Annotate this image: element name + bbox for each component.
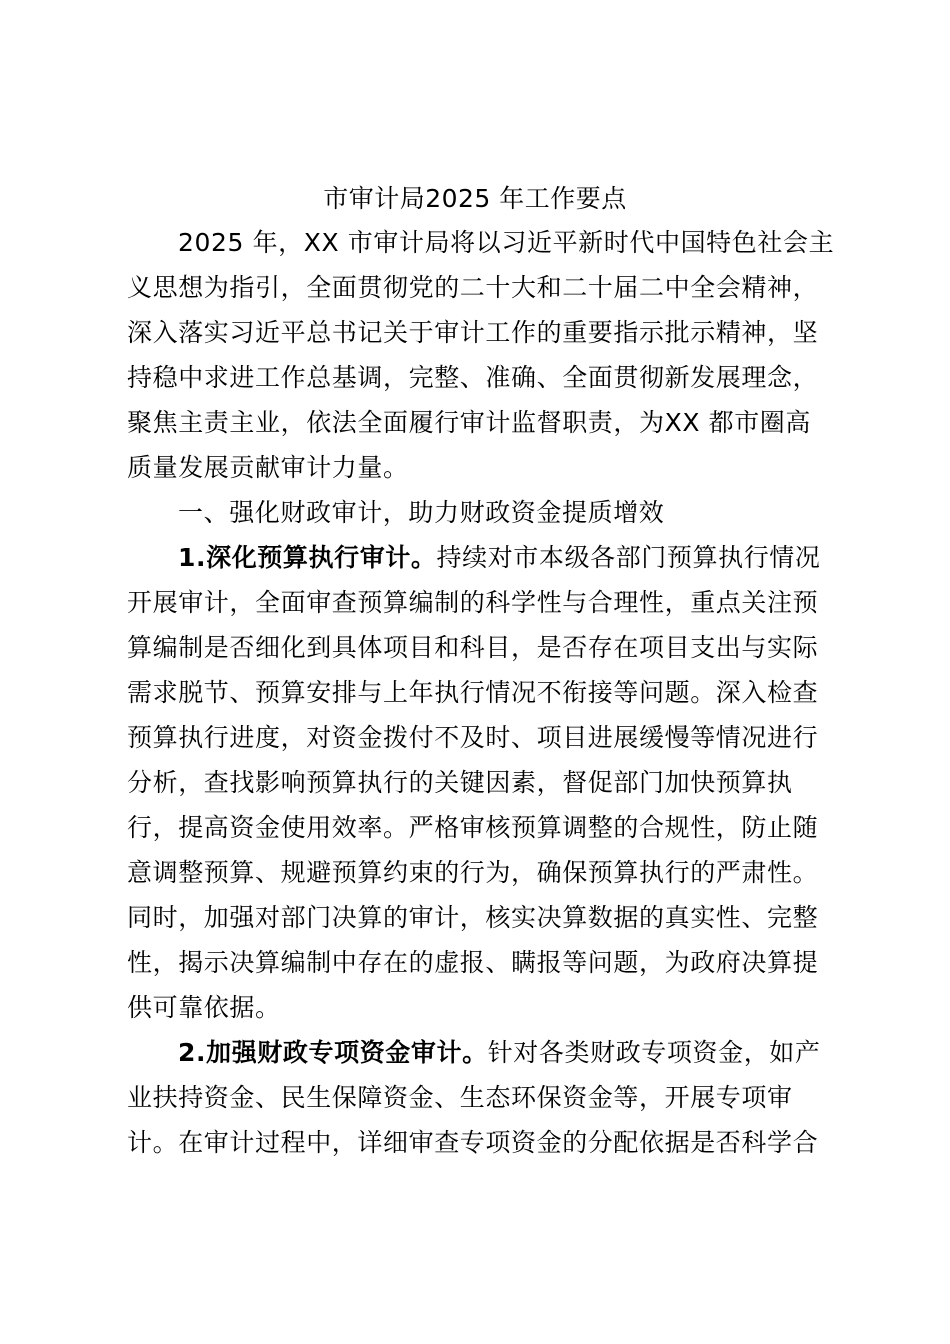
item1-line: 供可靠依据。: [127, 993, 281, 1022]
item2-line: 计。在审计过程中，详细审查专项资金的分配依据是否科学合: [127, 1128, 819, 1157]
intro-line: 深入落实习近平总书记关于审计工作的重要指示批示精神，坚: [127, 318, 819, 347]
intro-line: 聚焦主责主业，依法全面履行审计监督职责，为XX 都市圈高: [127, 408, 812, 437]
intro-line: 持稳中求进工作总基调，完整、准确、全面贯彻新发展理念，: [127, 363, 819, 392]
item1-line: 同时，加强对部门决算的审计，核实决算数据的真实性、完整: [127, 903, 819, 932]
item2-line: 业扶持资金、民生保障资金、生态环保资金等，开展专项审: [127, 1083, 793, 1112]
intro-line: 义思想为指引，全面贯彻党的二十大和二十届二中全会精神，: [127, 273, 819, 302]
intro-line: 2025 年，XX 市审计局将以习近平新时代中国特色社会主: [178, 228, 835, 257]
item1-line: 性，揭示决算编制中存在的虚报、瞒报等问题，为政府决算提: [127, 948, 819, 977]
item2-text: 针对各类财政专项资金，如产: [487, 1038, 821, 1067]
item1-text: 持续对市本级各部门预算执行情况: [436, 543, 821, 572]
item1-line: 开展审计，全面审查预算编制的科学性与合理性，重点关注预: [127, 588, 819, 617]
item1-line: 算编制是否细化到具体项目和科目，是否存在项目支出与实际: [127, 633, 819, 662]
item1-line: 行，提高资金使用效率。严格审核预算调整的合规性，防止随: [127, 813, 819, 842]
item1-line: 意调整预算、规避预算约束的行为，确保预算执行的严肃性。: [127, 858, 819, 887]
item1-label: 1.深化预算执行审计。: [178, 543, 437, 572]
intro-line: 质量发展贡献审计力量。: [127, 453, 409, 482]
item1-line: 预算执行进度，对资金拨付不及时、项目进展缓慢等情况进行: [127, 723, 819, 752]
section-heading: 一、强化财政审计，助力财政资金提质增效: [178, 498, 665, 527]
item1-first-line: [178, 535, 821, 580]
item2-first-line: [178, 1030, 821, 1075]
item2-label: 2.加强财政专项资金审计。: [178, 1038, 488, 1067]
item1-line: 需求脱节、预算安排与上年执行情况不衔接等问题。深入检查: [127, 678, 819, 707]
document-title: 市审计局2025 年工作要点: [323, 184, 627, 213]
item1-line: 分析，查找影响预算执行的关键因素，督促部门加快预算执: [127, 768, 793, 797]
